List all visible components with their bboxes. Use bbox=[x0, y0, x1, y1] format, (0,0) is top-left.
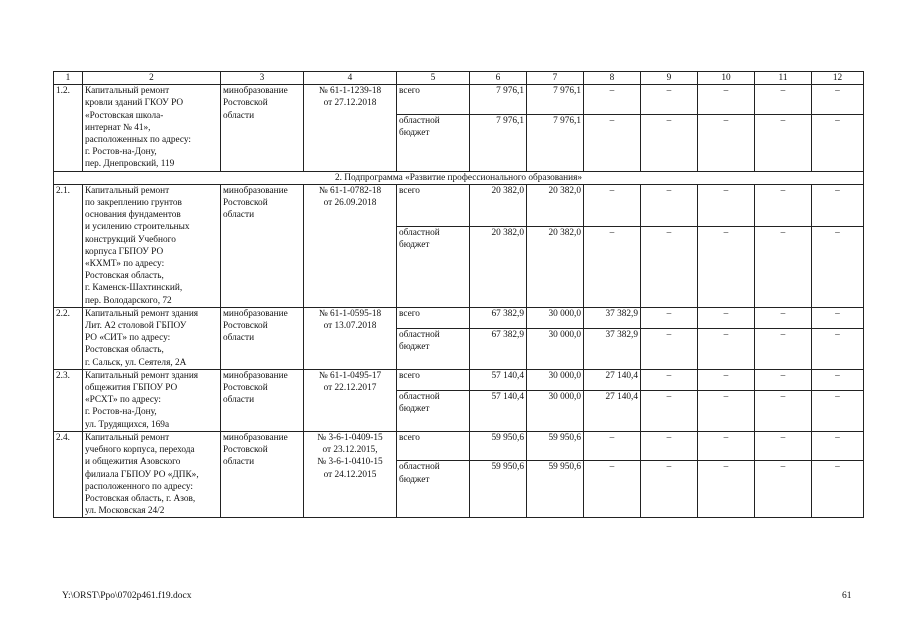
cell-line: Ростовская область, bbox=[85, 345, 164, 356]
object-description bbox=[83, 307, 221, 369]
column-number-cell: 1 bbox=[54, 72, 83, 85]
amount-cell: – bbox=[812, 226, 864, 307]
funding-source bbox=[397, 307, 470, 328]
amount-cell: 37 382,9 bbox=[584, 307, 641, 328]
amount-cell: – bbox=[641, 369, 698, 390]
cell-line: «Ростовская школа- bbox=[85, 110, 164, 121]
cell-line: всего bbox=[399, 308, 420, 319]
budget-table bbox=[53, 71, 864, 518]
cell-line: Капитальный ремонт bbox=[85, 432, 170, 443]
section-heading: 2. Подпрограмма «Развитие профессионального образования» bbox=[54, 171, 864, 184]
amount-cell: – bbox=[641, 184, 698, 226]
cell-line: корпуса ГБПОУ РО bbox=[85, 246, 164, 257]
amount-cell: 59 950,6 bbox=[470, 431, 527, 461]
responsible-organization bbox=[221, 85, 304, 171]
amount-cell: – bbox=[584, 431, 641, 461]
cell-line: № 61-1-0595-18 bbox=[318, 308, 382, 319]
amount-cell: – bbox=[698, 431, 755, 461]
cell-line: Ростовской bbox=[223, 383, 268, 394]
cell-line: и общежития Азовского bbox=[85, 457, 181, 468]
amount-cell: – bbox=[641, 461, 698, 518]
amount-cell: – bbox=[698, 461, 755, 518]
amount-cell: 20 382,0 bbox=[527, 184, 584, 226]
column-number-cell: 7 bbox=[527, 72, 584, 85]
column-number-row bbox=[54, 72, 864, 85]
cell-line: № 3-6-1-0409-15 bbox=[317, 432, 383, 443]
amount-cell: – bbox=[641, 85, 698, 115]
cell-line: г. Ростов-на-Дону, bbox=[85, 147, 157, 158]
responsible-organization bbox=[221, 369, 304, 431]
cell-line: РО «СИТ» по адресу: bbox=[85, 333, 171, 344]
amount-cell: – bbox=[812, 114, 864, 171]
cell-line: от 13.07.2018 bbox=[323, 321, 377, 332]
cell-line: Ростовской bbox=[223, 198, 268, 209]
amount-cell: – bbox=[641, 114, 698, 171]
amount-cell: – bbox=[812, 391, 864, 432]
amount-cell: – bbox=[698, 369, 755, 390]
amount-cell: 20 382,0 bbox=[470, 226, 527, 307]
amount-cell: 7 976,1 bbox=[470, 85, 527, 115]
column-number-cell: 10 bbox=[698, 72, 755, 85]
amount-cell: 57 140,4 bbox=[470, 391, 527, 432]
cell-line: бюджет bbox=[399, 404, 430, 415]
cell-line: Капитальный ремонт bbox=[85, 185, 170, 196]
cell-line: всего bbox=[399, 185, 420, 196]
cell-line: Ростовской bbox=[223, 98, 268, 109]
row-number: 2.2. bbox=[54, 307, 83, 369]
cell-line: интернат № 41», bbox=[85, 122, 151, 133]
cell-line: филиала ГБПОУ РО «ДПК», bbox=[85, 469, 199, 480]
amount-cell: 20 382,0 bbox=[527, 226, 584, 307]
amount-cell: 59 950,6 bbox=[527, 431, 584, 461]
amount-cell: – bbox=[698, 184, 755, 226]
cell-line: Ростовская область, г. Азов, bbox=[85, 493, 196, 504]
funding-source bbox=[397, 461, 470, 518]
cell-line: Ростовской bbox=[223, 445, 268, 456]
amount-cell: – bbox=[584, 114, 641, 171]
amount-cell: 30 000,0 bbox=[527, 329, 584, 370]
amount-cell: 7 976,1 bbox=[527, 114, 584, 171]
expertise-document bbox=[304, 307, 397, 369]
table-row bbox=[54, 184, 864, 226]
cell-line: области bbox=[223, 457, 255, 468]
amount-cell: 57 140,4 bbox=[470, 369, 527, 390]
amount-cell: – bbox=[698, 85, 755, 115]
cell-line: области bbox=[223, 110, 255, 121]
amount-cell: – bbox=[698, 391, 755, 432]
cell-line: от 23.12.2015, bbox=[322, 445, 378, 456]
amount-cell: – bbox=[755, 329, 812, 370]
expertise-document bbox=[304, 431, 397, 517]
cell-line: бюджет bbox=[399, 240, 430, 251]
cell-line: ул. Трудящихся, 169а bbox=[85, 419, 170, 430]
cell-line: минобразование bbox=[223, 308, 288, 319]
column-number-cell: 12 bbox=[812, 72, 864, 85]
responsible-organization bbox=[221, 431, 304, 517]
funding-source bbox=[397, 329, 470, 370]
table-row bbox=[54, 369, 864, 390]
cell-line: «РСХТ» по адресу: bbox=[85, 395, 161, 406]
cell-line: ул. Московская 24/2 bbox=[85, 506, 165, 517]
cell-line: всего bbox=[399, 86, 420, 97]
amount-cell: 67 382,9 bbox=[470, 329, 527, 370]
amount-cell: – bbox=[812, 431, 864, 461]
amount-cell: 27 140,4 bbox=[584, 391, 641, 432]
cell-line: расположенных по адресу: bbox=[85, 135, 191, 146]
amount-cell: – bbox=[812, 329, 864, 370]
column-number-cell: 9 bbox=[641, 72, 698, 85]
amount-cell: 27 140,4 bbox=[584, 369, 641, 390]
cell-line: г. Сальск, ул. Сеятеля, 2А bbox=[85, 357, 187, 368]
cell-line: от 26.09.2018 bbox=[323, 198, 377, 209]
amount-cell: 59 950,6 bbox=[470, 461, 527, 518]
column-number-cell: 3 bbox=[221, 72, 304, 85]
amount-cell: – bbox=[755, 307, 812, 328]
cell-line: области bbox=[223, 210, 255, 221]
cell-line: Капитальный ремонт здания bbox=[85, 370, 199, 381]
cell-line: от 27.12.2018 bbox=[323, 98, 377, 109]
amount-cell: 30 000,0 bbox=[527, 391, 584, 432]
object-description bbox=[83, 184, 221, 307]
amount-cell: 20 382,0 bbox=[470, 184, 527, 226]
expertise-document bbox=[304, 85, 397, 171]
cell-line: области bbox=[223, 395, 255, 406]
object-description bbox=[83, 431, 221, 517]
amount-cell: – bbox=[812, 184, 864, 226]
cell-line: бюджет bbox=[399, 127, 430, 138]
cell-line: всего bbox=[399, 370, 420, 381]
cell-line: бюджет bbox=[399, 342, 430, 353]
amount-cell: – bbox=[584, 85, 641, 115]
cell-line: № 61-1-0782-18 bbox=[318, 185, 382, 196]
amount-cell: – bbox=[812, 85, 864, 115]
amount-cell: – bbox=[698, 329, 755, 370]
cell-line: по закреплению грунтов bbox=[85, 198, 182, 209]
object-description bbox=[83, 369, 221, 431]
responsible-organization bbox=[221, 184, 304, 307]
amount-cell: 37 382,9 bbox=[584, 329, 641, 370]
row-number: 2.1. bbox=[54, 184, 83, 307]
amount-cell: – bbox=[812, 307, 864, 328]
funding-source bbox=[397, 184, 470, 226]
column-number-cell: 2 bbox=[83, 72, 221, 85]
amount-cell: – bbox=[755, 461, 812, 518]
row-number: 2.3. bbox=[54, 369, 83, 431]
funding-source bbox=[397, 85, 470, 115]
funding-source bbox=[397, 226, 470, 307]
cell-line: бюджет bbox=[399, 474, 430, 485]
cell-line: Капитальный ремонт bbox=[85, 86, 170, 97]
cell-line: расположенного по адресу: bbox=[85, 481, 193, 492]
table-row bbox=[54, 431, 864, 461]
cell-line: от 24.12.2015 bbox=[323, 469, 377, 480]
amount-cell: 67 382,9 bbox=[470, 307, 527, 328]
expertise-document bbox=[304, 369, 397, 431]
object-description bbox=[83, 85, 221, 171]
amount-cell: – bbox=[641, 431, 698, 461]
column-number-cell: 11 bbox=[755, 72, 812, 85]
funding-source bbox=[397, 369, 470, 390]
amount-cell: – bbox=[755, 85, 812, 115]
amount-cell: – bbox=[755, 114, 812, 171]
cell-line: областной bbox=[399, 392, 440, 403]
cell-line: учебного корпуса, перехода bbox=[85, 445, 195, 456]
amount-cell: – bbox=[698, 307, 755, 328]
cell-line: области bbox=[223, 333, 255, 344]
amount-cell: – bbox=[698, 226, 755, 307]
row-number: 1.2. bbox=[54, 85, 83, 171]
file-path: Y:\ORST\Ppo\0702p461.f19.docx bbox=[62, 591, 192, 601]
cell-line: Капитальный ремонт здания bbox=[85, 308, 199, 319]
cell-line: г. Ростов-на-Дону, bbox=[85, 407, 157, 418]
expertise-document bbox=[304, 184, 397, 307]
funding-source bbox=[397, 391, 470, 432]
amount-cell: – bbox=[584, 461, 641, 518]
amount-cell: 30 000,0 bbox=[527, 369, 584, 390]
amount-cell: – bbox=[641, 329, 698, 370]
cell-line: от 22.12.2017 bbox=[323, 383, 377, 394]
cell-line: «КХМТ» по адресу: bbox=[85, 259, 165, 270]
column-number-cell: 5 bbox=[397, 72, 470, 85]
table-row bbox=[54, 307, 864, 328]
amount-cell: – bbox=[584, 184, 641, 226]
cell-line: минобразование bbox=[223, 432, 288, 443]
cell-line: конструкций Учебного bbox=[85, 234, 176, 245]
cell-line: Ростовской bbox=[223, 321, 268, 332]
cell-line: областной bbox=[399, 227, 440, 238]
cell-line: № 61-1-1239-18 bbox=[318, 86, 382, 97]
cell-line: Ростовская область, bbox=[85, 271, 164, 282]
cell-line: Лит. А2 столовой ГБПОУ bbox=[85, 321, 187, 332]
amount-cell: – bbox=[755, 184, 812, 226]
funding-source bbox=[397, 431, 470, 461]
cell-line: областной bbox=[399, 115, 440, 126]
amount-cell: – bbox=[755, 391, 812, 432]
amount-cell: – bbox=[755, 369, 812, 390]
amount-cell: – bbox=[812, 461, 864, 518]
cell-line: и усилению строительных bbox=[85, 222, 190, 233]
amount-cell: – bbox=[641, 307, 698, 328]
cell-line: основания фундаментов bbox=[85, 210, 181, 221]
column-number-cell: 4 bbox=[304, 72, 397, 85]
cell-line: кровли зданий ГКОУ РО bbox=[85, 98, 184, 109]
responsible-organization bbox=[221, 307, 304, 369]
cell-line: пер. Володарского, 72 bbox=[85, 295, 172, 306]
cell-line: № 61-1-0495-17 bbox=[318, 370, 382, 381]
amount-cell: – bbox=[698, 114, 755, 171]
column-number-cell: 6 bbox=[470, 72, 527, 85]
cell-line: областной bbox=[399, 462, 440, 473]
row-number: 2.4. bbox=[54, 431, 83, 517]
cell-line: г. Каменск-Шахтинский, bbox=[85, 283, 183, 294]
table-body bbox=[54, 72, 864, 518]
section-heading-row bbox=[54, 171, 864, 184]
cell-line: минобразование bbox=[223, 86, 288, 97]
amount-cell: – bbox=[755, 226, 812, 307]
amount-cell: – bbox=[641, 226, 698, 307]
column-number-cell: 8 bbox=[584, 72, 641, 85]
amount-cell: – bbox=[641, 391, 698, 432]
table-row bbox=[54, 85, 864, 115]
cell-line: общежития ГБПОУ РО bbox=[85, 383, 178, 394]
amount-cell: – bbox=[755, 431, 812, 461]
funding-source bbox=[397, 114, 470, 171]
cell-line: минобразование bbox=[223, 370, 288, 381]
page-number: 61 bbox=[842, 591, 852, 601]
cell-line: областной bbox=[399, 330, 440, 341]
amount-cell: 59 950,6 bbox=[527, 461, 584, 518]
amount-cell: – bbox=[812, 369, 864, 390]
amount-cell: 30 000,0 bbox=[527, 307, 584, 328]
cell-line: пер. Днепровский, 119 bbox=[85, 159, 175, 170]
amount-cell: – bbox=[584, 226, 641, 307]
cell-line: минобразование bbox=[223, 185, 288, 196]
cell-line: № 3-6-1-0410-15 bbox=[317, 457, 383, 468]
cell-line: всего bbox=[399, 432, 420, 443]
amount-cell: 7 976,1 bbox=[527, 85, 584, 115]
amount-cell: 7 976,1 bbox=[470, 114, 527, 171]
